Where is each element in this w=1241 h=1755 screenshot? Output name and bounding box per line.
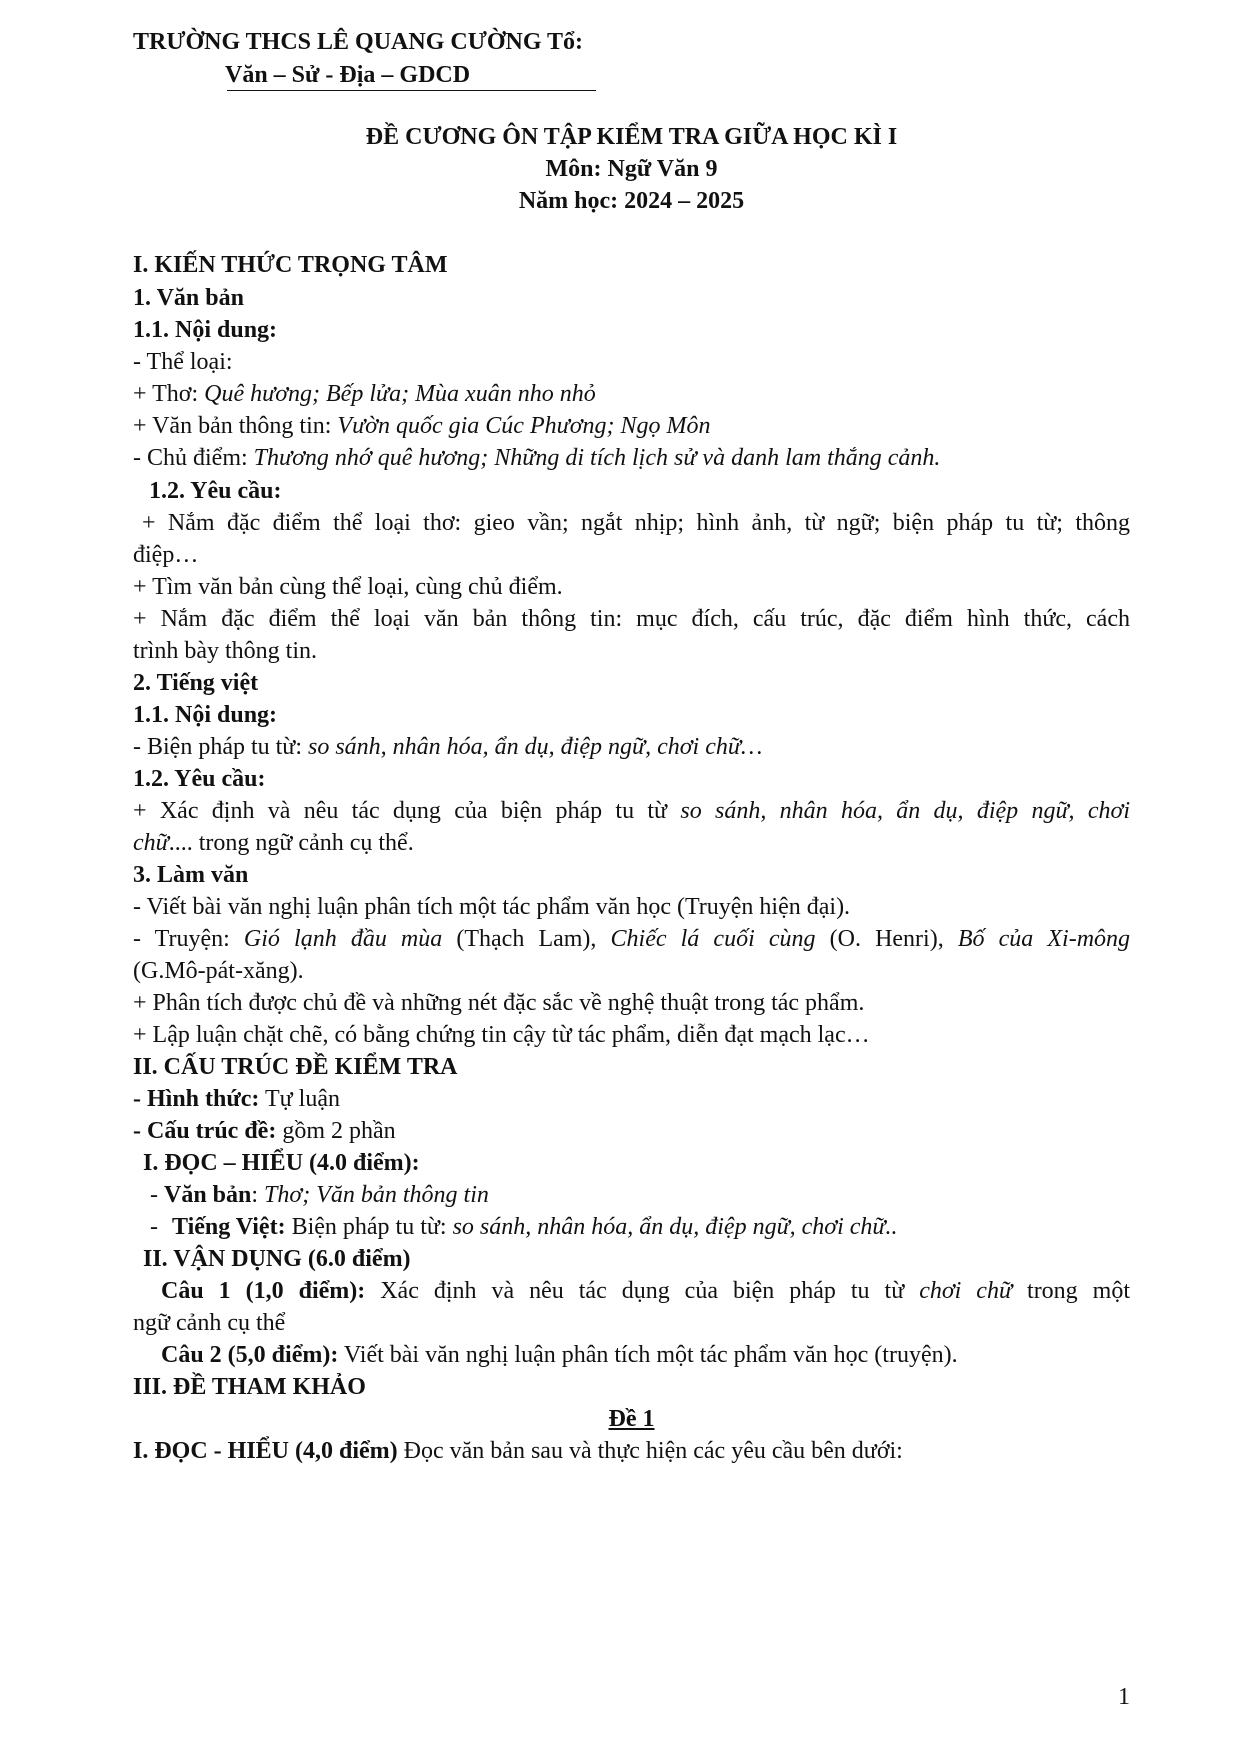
- vanban-yeucau-1b: điệp…: [133, 542, 199, 568]
- department-label: Văn – Sử - Địa – GDCD: [225, 62, 471, 88]
- lamvan-line-3: + Phân tích được chủ đề và những nét đặc sắc về nghệ thuật trong tác phẩm.: [133, 990, 865, 1016]
- hinhthuc-label: - Hình thức:: [133, 1086, 260, 1112]
- tv-text: Biện pháp tu từ:: [285, 1214, 453, 1240]
- lamvan-line-1: - Viết bài văn nghị luận phân tích một tác phẩm văn học (Truyện hiện đại).: [133, 894, 851, 920]
- vbtt-line: [133, 411, 711, 441]
- tv-label: Tiếng Việt:: [172, 1214, 286, 1240]
- section-2-heading: II. CẤU TRÚC ĐỀ KIỂM TRA: [133, 1054, 458, 1080]
- tiengviet-yeucau-heading: 1.2. Yêu cầu:: [133, 766, 266, 792]
- vanban-dash: -: [150, 1182, 164, 1208]
- tiengviet-yeucau-1: [133, 796, 1130, 826]
- author-3: (G.Mô-pát-xăng).: [133, 958, 304, 984]
- cau-1-text-b: chơi chữ: [919, 1278, 1013, 1304]
- vanban-label: Văn bản: [164, 1182, 252, 1208]
- cau-1-label: Câu 1 (1,0 điểm):: [161, 1278, 366, 1304]
- vanban-yeucau-2: + Tìm văn bản cùng thể loại, cùng chủ điểm.: [133, 574, 563, 600]
- page-number: 1: [1118, 1684, 1130, 1710]
- cau-1-text-a: Xác định và nêu tác dụng của biện pháp tu từ: [365, 1278, 920, 1304]
- chudiem-label: - Chủ điểm:: [133, 445, 254, 471]
- lamvan-line-4: + Lập luận chặt chẽ, có bằng chứng tin cậy từ tác phẩm, diễn đạt mạch lạc…: [133, 1022, 870, 1048]
- work-1: Gió lạnh đầu mùa: [243, 926, 443, 952]
- tv-yc-text: + Xác định và nêu tác dụng của biện pháp tu từ: [133, 798, 681, 824]
- section-1-heading: I. KIẾN THỨC TRỌNG TÂM: [133, 252, 448, 278]
- bptt-list: so sánh, nhân hóa, ẩn dụ, điệp ngữ, chơi chữ…: [307, 734, 763, 760]
- truyen-label: - Truyện:: [133, 926, 244, 952]
- lamvan-heading: 3. Làm văn: [133, 862, 249, 888]
- vanban-yeucau-3b: trình bày thông tin.: [133, 638, 317, 664]
- part-1-heading: I. ĐỌC – HIỂU (4.0 điểm):: [143, 1150, 420, 1176]
- chudiem-text: Thương nhớ quê hương; Những di tích lịch sử và danh lam thắng cảnh.: [253, 445, 941, 471]
- vanban-yeucau-1a: + Nắm đặc điểm thể loại thơ: gieo vần; ngắt nhịp; hình ảnh, từ ngữ; biện pháp tu từ; thông: [142, 510, 1130, 536]
- author-1: (Thạch Lam),: [442, 926, 611, 952]
- work-2: Chiếc lá cuối cùng: [610, 926, 816, 952]
- document-title: ĐỀ CƯƠNG ÔN TẬP KIỂM TRA GIỮA HỌC KÌ I: [365, 124, 898, 150]
- vbtt-works: Vườn quốc gia Cúc Phương; Ngọ Môn: [337, 413, 711, 439]
- tho-works: Quê hương; Bếp lửa; Mùa xuân nho nhỏ: [204, 381, 596, 407]
- tv-yc-context: .... trong ngữ cảnh cụ thể.: [168, 830, 414, 856]
- tho-label: + Thơ:: [133, 381, 205, 407]
- hinhthuc-value: Tự luận: [259, 1086, 340, 1112]
- tv-dash: -: [150, 1214, 164, 1240]
- doc-hieu-text: Đọc văn bản sau và thực hiện các yêu cầu bên dưới:: [397, 1438, 903, 1464]
- hinhthuc-line: [133, 1084, 340, 1114]
- bptt-label: - Biện pháp tu từ:: [133, 734, 308, 760]
- tho-line: [133, 379, 596, 409]
- school-header: TRƯỜNG THCS LÊ QUANG CƯỜNG Tổ:: [133, 29, 584, 55]
- tiengviet-type-line: [150, 1212, 898, 1242]
- vanban-noidung-heading: 1.1. Nội dung:: [133, 317, 278, 343]
- cau-2-line: [161, 1340, 958, 1370]
- vanban-heading: 1. Văn bản: [133, 285, 244, 311]
- part-2-heading: II. VẬN DỤNG (6.0 điểm): [143, 1246, 411, 1272]
- cau-2-text: Viết bài văn nghị luận phân tích một tác phẩm văn học (truyện).: [338, 1342, 958, 1368]
- tiengviet-yeucau-2: [133, 828, 414, 858]
- work-3: Bố của Xi-mông: [957, 926, 1131, 952]
- tv-yc-list-end: chữ: [133, 830, 169, 856]
- cau-2-label: Câu 2 (5,0 điểm):: [161, 1342, 339, 1368]
- de-title: Đề 1: [608, 1406, 655, 1432]
- chudiem-line: [133, 443, 940, 473]
- section-3-heading: III. ĐỀ THAM KHẢO: [133, 1374, 366, 1400]
- school-year-line: Năm học: 2024 – 2025: [518, 188, 745, 214]
- tv-list: so sánh, nhân hóa, ẩn dụ, điệp ngữ, chơi chữ..: [452, 1214, 898, 1240]
- cau-1-line-2: ngữ cảnh cụ thể: [133, 1310, 286, 1336]
- cau-1-text-c: trong một: [1012, 1278, 1130, 1304]
- cautruc-line: [133, 1116, 396, 1146]
- vbtt-label: + Văn bản thông tin:: [133, 413, 338, 439]
- document-page: [133, 0, 1130, 1755]
- vanban-type-line: [150, 1180, 489, 1210]
- cau-1-line: [161, 1276, 1130, 1306]
- author-2: (O. Henri),: [815, 926, 958, 952]
- subject-line: Môn: Ngữ Văn 9: [545, 156, 718, 182]
- doc-hieu-label: I. ĐỌC - HIỂU (4,0 điểm): [133, 1438, 398, 1464]
- cautruc-value: gồm 2 phần: [276, 1118, 396, 1144]
- vanban-yeucau-heading: 1.2. Yêu cầu:: [149, 478, 282, 504]
- vanban-yeucau-3a: + Nắm đặc điểm thể loại văn bản thông tin: mục đích, cấu trúc, đặc điểm hình thức, cách: [133, 606, 1130, 632]
- lamvan-truyen-line: [133, 924, 1130, 954]
- cautruc-label: - Cấu trúc đề:: [133, 1118, 277, 1144]
- tiengviet-noidung-heading: 1.1. Nội dung:: [133, 702, 278, 728]
- bptt-line: [133, 732, 762, 762]
- tiengviet-heading: 2. Tiếng việt: [133, 670, 259, 696]
- vanban-sep: :: [251, 1182, 265, 1208]
- tv-yc-list: so sánh, nhân hóa, ẩn dụ, điệp ngữ, chơi: [680, 798, 1130, 824]
- header-underline: [227, 90, 596, 91]
- theloai-line: - Thể loại:: [133, 349, 233, 375]
- doc-hieu-line: [133, 1436, 903, 1466]
- vanban-value: Thơ; Văn bản thông tin: [264, 1182, 489, 1208]
